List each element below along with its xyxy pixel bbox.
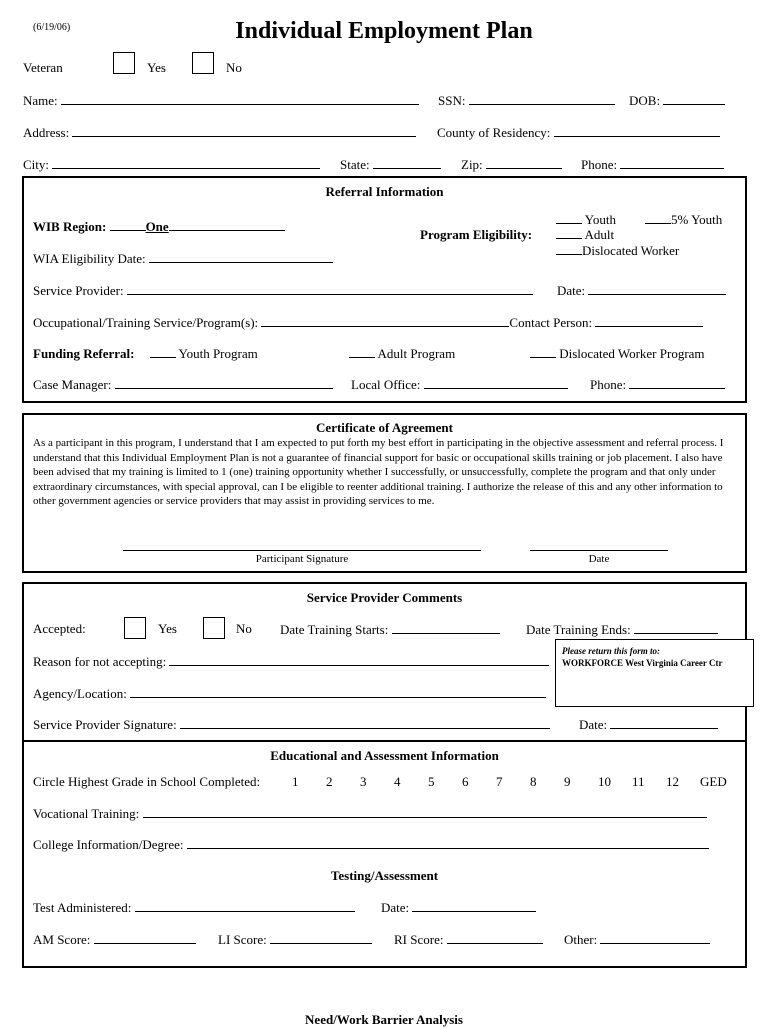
state-input-line[interactable] <box>373 156 441 169</box>
accepted-label: Accepted: <box>33 621 86 636</box>
eligibility-adult-label: Adult <box>584 227 615 242</box>
service-provider-input-line[interactable] <box>127 282 533 295</box>
reason-row <box>33 653 549 670</box>
return-note-line1: Please return this form to: <box>562 646 661 656</box>
test-date-row <box>381 899 536 916</box>
grade-1-option[interactable]: 1 <box>292 774 299 789</box>
funding-youth-line[interactable] <box>150 345 176 358</box>
ri-score-input-line[interactable] <box>447 931 543 944</box>
provider-date-input-line[interactable] <box>610 716 718 729</box>
college-input-line[interactable] <box>187 836 709 849</box>
wia-date-label: WIA Eligibility Date: <box>33 251 146 266</box>
certificate-body: As a participant in this program, I understand that I am expected to put forth my best effort in participating in the objective assessment and referral process. I understand that this Individual Employment Plan is not a guarantee of financial support for basic or occupational skills training or job placement. I also have been advised that my training is limited to 1 (one) training opportunity whether I successfully, or unsuccessfully, complete the program and that only under extraordinary circumstances, with special approval, can I be eligible to reenter additional training. I authorize the release of this and any other information to other government agencies or service providers that may assist in providing services to me. <box>33 437 724 508</box>
provider-signature-input-line[interactable] <box>180 716 550 729</box>
other-score-input-line[interactable] <box>600 931 710 944</box>
funding-youth-label: Youth Program <box>178 346 258 361</box>
test-date-label: Date: <box>381 900 410 915</box>
provider-signature-row <box>33 716 550 733</box>
referral-phone-row <box>590 376 725 393</box>
veteran-no-label: No <box>226 60 242 75</box>
referral-date-input-line[interactable] <box>588 282 726 295</box>
contact-person-input-line[interactable] <box>595 314 703 327</box>
date-training-ends-label: Date Training Ends: <box>526 622 631 637</box>
program-eligibility-label: Program Eligibility: <box>420 227 533 242</box>
certificate-date-label: Date <box>588 553 610 565</box>
provider-date-row <box>579 716 718 733</box>
referral-date-label: Date: <box>557 283 586 298</box>
grade-12-option[interactable]: 12 <box>666 774 679 789</box>
eligibility-dislocated-line[interactable] <box>556 242 582 255</box>
test-administered-input-line[interactable] <box>135 899 355 912</box>
reason-label: Reason for not accepting: <box>33 654 167 669</box>
agency-label: Agency/Location: <box>33 686 127 701</box>
test-administered-row <box>33 899 355 916</box>
other-score-label: Other: <box>564 932 598 947</box>
service-provider-row <box>33 282 533 299</box>
accepted-yes-label: Yes <box>158 621 177 636</box>
name-input-line[interactable] <box>61 92 419 105</box>
veteran-label: Veteran <box>23 60 63 75</box>
certificate-title: Certificate of Agreement <box>316 420 453 435</box>
funding-referral-row <box>33 345 258 362</box>
state-label: State: <box>340 157 370 172</box>
am-score-row <box>33 931 196 948</box>
agency-input-line[interactable] <box>130 685 546 698</box>
eligibility-adult-option[interactable] <box>556 226 614 243</box>
state-field-row <box>340 156 441 173</box>
eligibility-5pct-youth-label: 5% Youth <box>671 212 723 227</box>
city-label: City: <box>23 157 50 172</box>
veteran-no-checkbox[interactable] <box>192 52 214 74</box>
ri-score-label: RI Score: <box>394 932 444 947</box>
referral-phone-label: Phone: <box>590 377 627 392</box>
funding-adult-option <box>349 345 455 362</box>
wib-region-label: WIB Region: <box>33 219 107 234</box>
test-administered-label: Test Administered: <box>33 900 132 915</box>
grade-11-option[interactable]: 11 <box>632 774 645 789</box>
wib-region-suffix-line <box>169 218 285 231</box>
certificate-date-line[interactable] <box>530 550 668 551</box>
grade-4-option[interactable]: 4 <box>394 774 401 789</box>
eligibility-dislocated-option[interactable] <box>556 242 679 259</box>
education-title: Educational and Assessment Information <box>270 748 499 763</box>
phone-field-row <box>581 156 724 173</box>
funding-dislocated-label: Dislocated Worker Program <box>559 346 705 361</box>
wib-region-prefix-line <box>110 218 146 231</box>
date-training-starts-input-line[interactable] <box>392 621 500 634</box>
ssn-label: SSN: <box>438 93 466 108</box>
wib-region-value[interactable]: One <box>145 219 169 234</box>
funding-dislocated-line[interactable] <box>530 345 556 358</box>
date-training-ends-row <box>526 621 718 638</box>
provider-signature-label: Service Provider Signature: <box>33 717 177 732</box>
veteran-yes-label: Yes <box>147 60 166 75</box>
eligibility-adult-line[interactable] <box>556 226 582 239</box>
reason-input-line[interactable] <box>169 653 549 666</box>
grade-7-option[interactable]: 7 <box>496 774 503 789</box>
referral-title: Referral Information <box>325 184 444 199</box>
eligibility-5pct-youth-option[interactable] <box>645 211 722 228</box>
funding-adult-label: Adult Program <box>377 346 456 361</box>
grade-6-option[interactable]: 6 <box>462 774 469 789</box>
dob-input-line[interactable] <box>663 92 725 105</box>
ssn-field-row <box>438 92 615 109</box>
accepted-yes-checkbox[interactable] <box>124 617 146 639</box>
name-field-row <box>23 92 419 109</box>
vocational-label: Vocational Training: <box>33 806 140 821</box>
highest-grade-label: Circle Highest Grade in School Completed: <box>33 774 261 789</box>
phone-input-line[interactable] <box>620 156 724 169</box>
funding-adult-line[interactable] <box>349 345 375 358</box>
local-office-input-line[interactable] <box>424 376 568 389</box>
date-training-ends-input-line[interactable] <box>634 621 718 634</box>
occupational-row <box>33 314 703 331</box>
college-row <box>33 836 709 853</box>
city-field-row <box>23 156 320 173</box>
return-note-box <box>555 639 754 707</box>
name-label: Name: <box>23 93 58 108</box>
accepted-no-checkbox[interactable] <box>203 617 225 639</box>
college-label: College Information/Degree: <box>33 837 184 852</box>
referral-phone-input-line[interactable] <box>629 376 725 389</box>
county-input-line[interactable] <box>554 124 720 137</box>
local-office-row <box>351 376 568 393</box>
contact-person-label: Contact Person: <box>509 315 593 330</box>
agency-row <box>33 685 546 702</box>
zip-field-row <box>461 156 562 173</box>
participant-signature-line[interactable] <box>123 550 481 551</box>
eligibility-youth-line[interactable] <box>556 211 582 224</box>
service-provider-label: Service Provider: <box>33 283 124 298</box>
section-divider <box>22 740 747 742</box>
testing-title: Testing/Assessment <box>330 868 439 883</box>
address-label: Address: <box>23 125 70 140</box>
provider-date-label: Date: <box>579 717 608 732</box>
eligibility-dislocated-label: Dislocated Worker <box>582 243 680 258</box>
wia-date-input-line[interactable] <box>149 250 333 263</box>
grade-3-option[interactable]: 3 <box>360 774 367 789</box>
case-manager-label: Case Manager: <box>33 377 112 392</box>
participant-signature-label: Participant Signature <box>255 553 349 565</box>
county-field-row <box>437 124 720 141</box>
local-office-label: Local Office: <box>351 377 421 392</box>
zip-input-line[interactable] <box>486 156 562 169</box>
dob-label: DOB: <box>629 93 661 108</box>
accepted-no-label: No <box>236 621 252 636</box>
dob-field-row <box>629 92 725 109</box>
address-input-line[interactable] <box>72 124 416 137</box>
grade-8-option[interactable]: 8 <box>530 774 537 789</box>
am-score-input-line[interactable] <box>94 931 196 944</box>
other-score-row <box>564 931 710 948</box>
grade-2-option[interactable]: 2 <box>326 774 333 789</box>
date-training-starts-label: Date Training Starts: <box>280 622 389 637</box>
li-score-label: LI Score: <box>218 932 267 947</box>
case-manager-input-line[interactable] <box>115 376 333 389</box>
need-barrier-title: Need/Work Barrier Analysis <box>305 1012 463 1027</box>
form-date-code: (6/19/06) <box>33 22 71 33</box>
service-provider-title: Service Provider Comments <box>306 590 463 605</box>
zip-label: Zip: <box>461 157 483 172</box>
funding-referral-label: Funding Referral: <box>33 346 135 361</box>
ssn-input-line[interactable] <box>469 92 615 105</box>
occupational-input-line[interactable] <box>261 314 509 327</box>
li-score-row <box>218 931 372 948</box>
phone-label: Phone: <box>581 157 618 172</box>
page-title: Individual Employment Plan <box>235 18 533 44</box>
vocational-row <box>33 805 707 822</box>
return-note-line2: WORKFORCE West Virginia Career Ctr <box>562 658 723 668</box>
vocational-input-line[interactable] <box>143 805 707 818</box>
occupational-label: Occupational/Training Service/Program(s): <box>33 315 259 330</box>
city-input-line[interactable] <box>52 156 320 169</box>
am-score-label: AM Score: <box>33 932 91 947</box>
county-label: County of Residency: <box>437 125 551 140</box>
grade-5-option[interactable]: 5 <box>428 774 435 789</box>
grade-10-option[interactable]: 10 <box>598 774 611 789</box>
test-date-input-line[interactable] <box>412 899 536 912</box>
eligibility-5pct-youth-line[interactable] <box>645 211 671 224</box>
case-manager-row <box>33 376 333 393</box>
date-training-starts-row <box>280 621 500 638</box>
grade-9-option[interactable]: 9 <box>564 774 571 789</box>
address-field-row <box>23 124 416 141</box>
funding-dislocated-option <box>530 345 705 362</box>
veteran-yes-checkbox[interactable] <box>113 52 135 74</box>
referral-date-row <box>557 282 726 299</box>
grade-ged-option[interactable]: GED <box>700 774 727 789</box>
ri-score-row <box>394 931 543 948</box>
li-score-input-line[interactable] <box>270 931 372 944</box>
wib-region-row <box>33 218 285 235</box>
wia-date-row <box>33 250 333 267</box>
eligibility-youth-label: Youth <box>584 212 616 227</box>
